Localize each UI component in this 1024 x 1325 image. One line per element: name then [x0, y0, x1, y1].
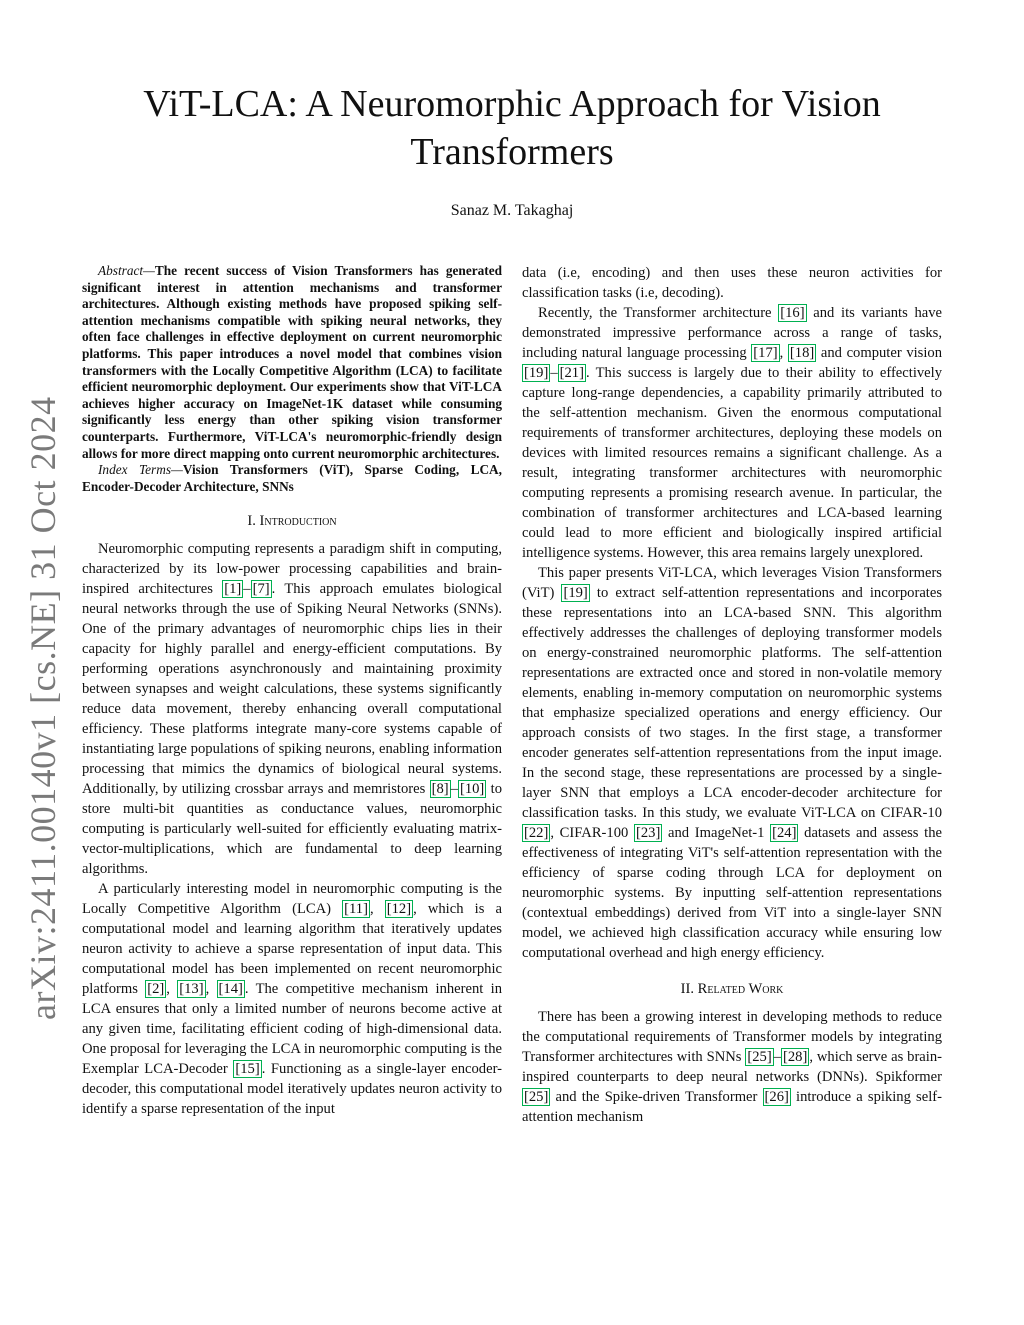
citation-link[interactable]: [16]	[780, 305, 805, 321]
citation-link[interactable]: [15]	[235, 1061, 260, 1078]
text-run: –	[773, 1049, 781, 1065]
text-run: There has been a growing interest in developing methods to reduce the computational requirements of Transformer models by integrating Transformer architectures with SNNs	[522, 1009, 942, 1065]
intro-paragraph-4	[522, 563, 942, 963]
text-run: ,	[205, 981, 217, 998]
section-heading-introduction: I. Introduction	[247, 513, 337, 530]
index-terms-lead: Index Terms—	[98, 462, 183, 478]
citation-link[interactable]: [1]	[224, 581, 242, 598]
text-run: Recently, the Transformer architecture	[538, 305, 779, 321]
abstract-lead: Abstract—	[98, 263, 155, 278]
text-run: and the Spike-driven Transformer	[550, 1089, 763, 1105]
intro-paragraph-2	[82, 879, 502, 1119]
citation-link[interactable]: [17]	[753, 345, 778, 361]
citation-link[interactable]: [23]	[636, 825, 661, 841]
text-run: . The competitive mechanism inherent in LCA ensures that only a limited number of neurons become active at any given time, facilitating efficient coding of high-dimensional data. One proposal for leveraging the LCA in neuromorphic computing is the Exemplar LCA-Decoder	[82, 981, 503, 1078]
text-run: . This approach emulates biological neural networks through the use of Spiking Neural Networks (SNNs). One of the primary advantages of neuromorphic chips lies in their capacity for highly parallel and energy-efficient computations. By performing operations asynchronously and maintaining proximity between synapses and weight calculations, these systems significantly reduce data movement, thereby enhancing overall computational efficiency. These platforms integrate many-core systems capable of instantiating large populations of spiking neurons, enabling information processing that mimics the dynamics of biological neural systems. Additionally, by utilizing crossbar arrays and memristores	[82, 581, 503, 798]
related-paragraph-1	[522, 1007, 942, 1127]
text-run: and ImageNet-1	[662, 825, 771, 841]
citation-link[interactable]: [19]	[524, 365, 549, 381]
citation-link[interactable]: [8]	[431, 781, 449, 798]
citation-link[interactable]: [19]	[563, 585, 588, 601]
text-run: . Functioning as a single-layer encoder-decoder, this computational model iteratively updates neuron activity to identify a sparse representation of the input	[82, 1061, 503, 1118]
text-run: to extract self-attention representations and incorporates these representations into an LCA-based SNN. This algorithm effectively addresses the challenges of deploying transformer models on energy-constrained neuromorphic platforms. The self-attention representations are extracted once and stored in non-volatile memory elements, enabling in-memory computation on neuromorphic systems that emphasize specialized operations and energy efficiency. Our approach consists of two stages. In the first stage, a transformer encoder generates self-attention representations from the input image. In the second stage, these representations are processed by a single-layer SNN that employs a LCA encoder-decoder architecture for classification tasks. In this study, we evaluate ViT-LCA on CIFAR-10	[522, 585, 943, 821]
text-run: and its variants have demonstrated impressive performance across a range of tasks, including natural language processing	[522, 305, 943, 361]
citation-link[interactable]: [14]	[218, 981, 243, 998]
right-column	[522, 263, 942, 1127]
text-run: This paper presents ViT-LCA, which leverages Vision Transformers (ViT)	[522, 565, 942, 601]
text-run: –	[243, 581, 251, 598]
index-terms	[82, 462, 502, 495]
text-run: A particularly interesting model in neuromorphic computing is the Locally Competitive Algorithm (LCA)	[82, 881, 502, 918]
index-terms-text: Vision Transformers (ViT), Sparse Coding, LCA, Encoder-Decoder Architecture, SNNs	[82, 462, 502, 494]
citation-link[interactable]: [11]	[344, 901, 368, 918]
citation-link[interactable]: [7]	[252, 581, 270, 598]
citation-link[interactable]: [13]	[179, 981, 204, 998]
citation-link[interactable]: [28]	[782, 1049, 808, 1065]
intro-paragraph-1	[82, 539, 502, 879]
paper-title: ViT-LCA: A Neuromorphic Approach for Vision Transformers	[143, 83, 881, 173]
text-run: and computer vision	[816, 345, 943, 361]
text-run: ,	[369, 901, 385, 918]
text-run: Neuromorphic computing represents a paradigm shift in computing, characterized by its low-power processing capabilities and brain-inspired architectures	[82, 541, 502, 598]
text-run: to store multi-bit quantities as conductance values, neuromorphic computing is particularly well-suited for efficiently evaluating matrix-vector-multiplications, which are fundamental to deep learning algorithms.	[82, 781, 502, 878]
intro-paragraph-continued: data (i.e, encoding) and then uses these neuron activities for classification tasks (i.e, decoding).	[522, 265, 942, 301]
text-run: –	[550, 365, 558, 381]
left-column	[82, 263, 502, 1119]
text-run: . This success is largely due to their ability to effectively capture long-range dependencies, a capability primarily attributed to the self-attention mechanism. Given the enormous computational requirements of transformer architectures, deploying these models on devices with limited resources remains a significant challenge. As a result, integrating transformer architectures with neuromorphic computing represents a promising research avenue. In particular, the combination of transformer architectures and LCA-based learning could lead to more efficient and biologically inspired artificial intelligence systems. However, this area remains largely unexplored.	[522, 365, 942, 561]
citation-link[interactable]: [22]	[524, 825, 549, 841]
text-run: ,	[779, 345, 788, 361]
intro-paragraph-3	[522, 303, 942, 563]
citation-link[interactable]: [26]	[764, 1089, 789, 1105]
citation-link[interactable]: [10]	[459, 781, 485, 798]
abstract-text: The recent success of Vision Transformers has generated significant interest in attention mechanisms and transformer architectures. Although existing methods have proposed spiking self-attention mechanisms compatible with spiking neural networks, they often face challenges in effective deployment on current neuromorphic platforms. This paper introduces a novel model that combines vision transformers with the Locally Competitive Algorithm (LCA) to facilitate efficient neuromorphic deployment. Our experiments show that ViT-LCA achieves higher accuracy on ImageNet-1K dataset while consuming significantly less energy than other spiking vision transformer counterparts. Furthermore, ViT-LCA's neuromorphic-friendly design allows for more direct mapping onto current neuromorphic architectures.	[82, 263, 502, 461]
text-run: , which serve as brain-inspired counterparts to deep neural networks (DNNs). Spikformer	[522, 1049, 942, 1085]
citation-link[interactable]: [24]	[772, 825, 797, 841]
text-run: , which is a computational model and learning algorithm that iteratively updates neuron activity to achieve a sparse representation of input data. This computational model has been implemented on recent neuromorphic platforms	[82, 901, 502, 998]
text-run: –	[450, 781, 458, 798]
text-run: datasets and assess the effectiveness of integrating ViT's self-attention representation with the efficiency of sparse coding through LCA for deployment on neuromorphic systems. By inputting self-attention representations (contextual embeddings) derived from ViT into a single-layer SNN model, we achieved high classification accuracy while ensuring low computational overhead and high energy efficiency.	[522, 825, 942, 961]
section-heading-related-work: II. Related Work	[680, 981, 784, 997]
citation-link[interactable]: [25]	[747, 1049, 772, 1065]
arxiv-identifier-stamp: arXiv:2411.00140v1 [cs.NE] 31 Oct 2024	[23, 396, 63, 1020]
citation-link[interactable]: [2]	[147, 981, 165, 998]
text-run: introduce a spiking self-attention mechanism	[522, 1089, 942, 1125]
citation-link[interactable]: [21]	[559, 365, 584, 381]
text-run: , CIFAR-100	[550, 825, 634, 841]
paper-author: Sanaz M. Takaghaj	[450, 202, 574, 219]
citation-link[interactable]: [12]	[386, 901, 412, 918]
text-run: ,	[166, 981, 178, 998]
abstract	[82, 263, 502, 462]
citation-link[interactable]: [18]	[789, 345, 815, 361]
citation-link[interactable]: [25]	[524, 1089, 549, 1105]
